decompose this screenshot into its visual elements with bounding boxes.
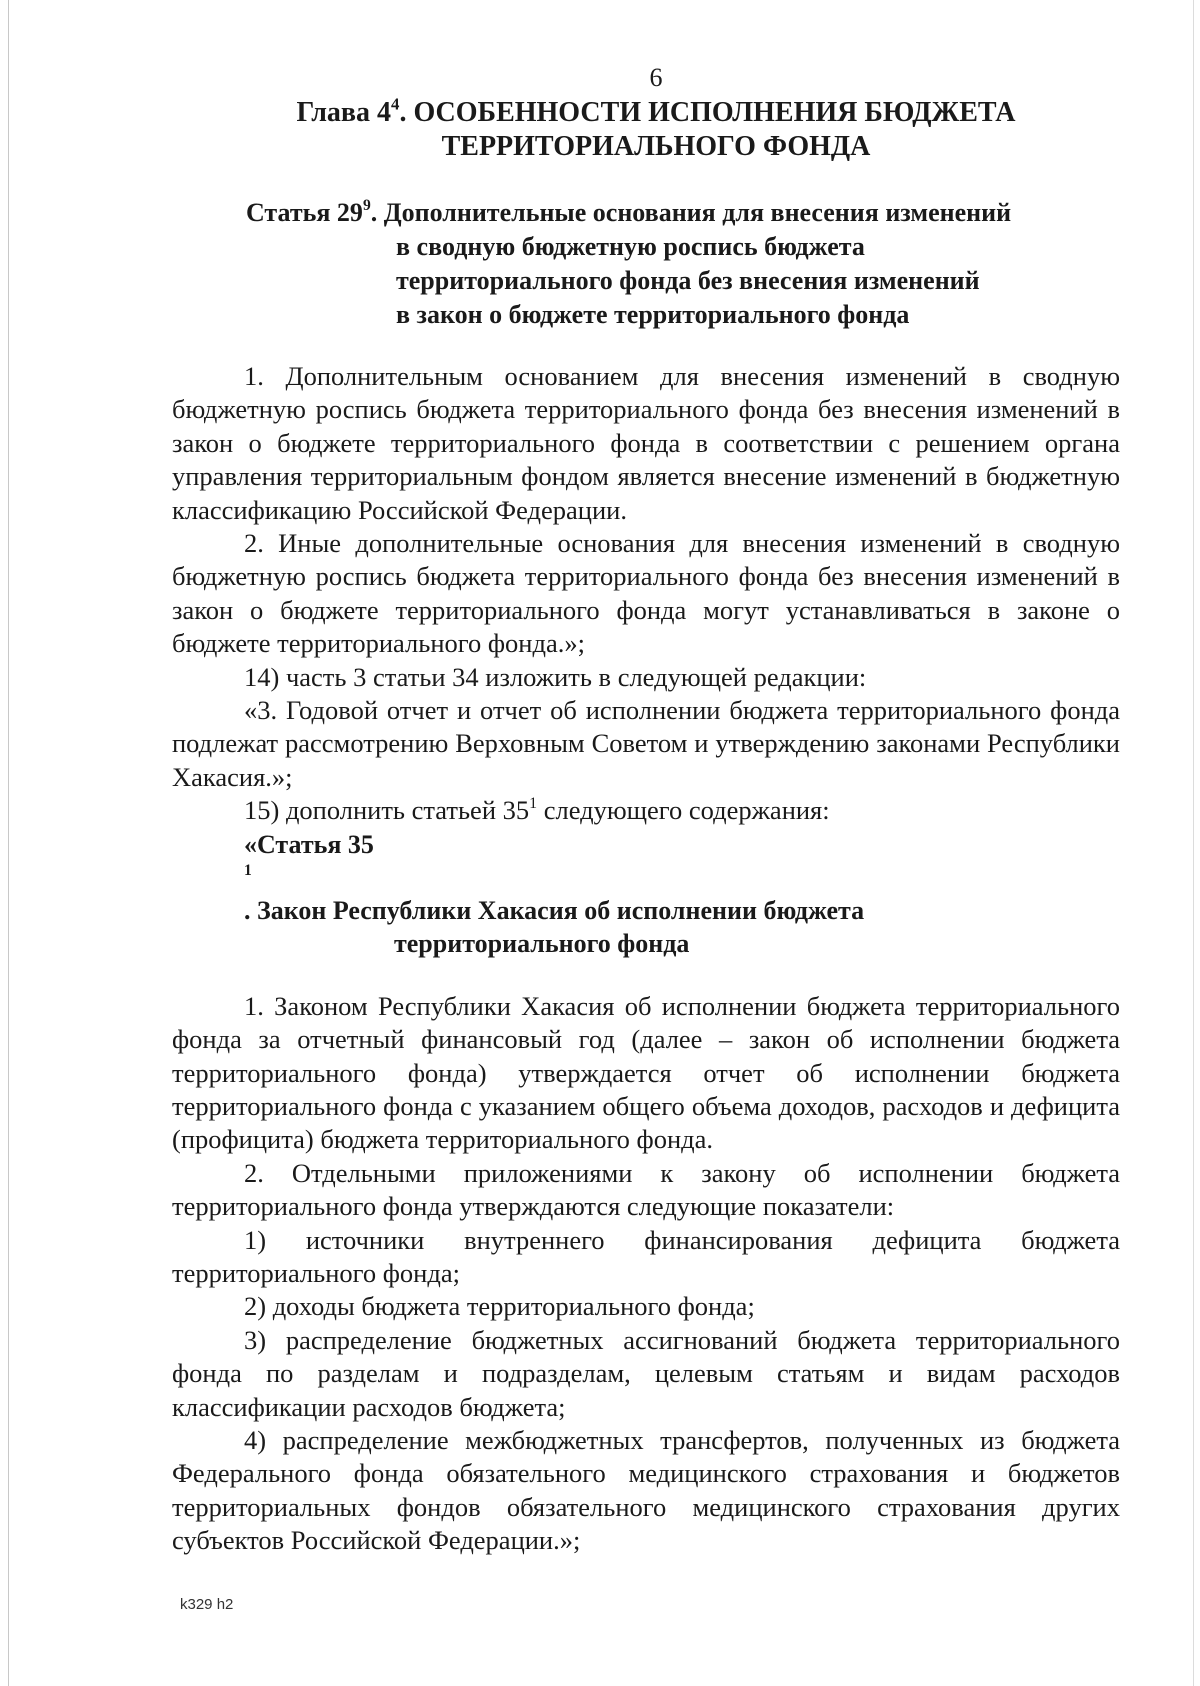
article-29-heading xyxy=(246,196,1120,332)
article-35-heading-line-1: «Статья 35 $^1$ . Закон Республики Хакасия об исполнении бюджета xyxy=(244,829,865,925)
article-29-paragraph-2: 2. Иные дополнительные основания для внесения изменений в сводную бюджетную роспись бюджета территориального фонда без внесения изменений в закон о бюджете территориального фонда могут устанавливаться в законе о бюджете территориального фонда.»; xyxy=(172,528,1120,659)
article-35-paragraph-1: 1. Законом Республики Хакасия об исполнении бюджета территориального фонда за отчетный финансовый год (далее – закон об исполнении бюджета территориального фонда) утверждается отчет об исполнении бюджета территориального фонда с указанием общего объема доходов, расходов и дефицита (профицита) бюджета территориального фонда. xyxy=(172,990,1120,1155)
scan-edge-right xyxy=(1193,0,1194,1686)
indicator-item-3: 3) распределение бюджетных ассигнований бюджета территориального фонда по разделам и подразделам, целевым статьям и видам расходов классификации расходов бюджета; xyxy=(172,1324,1120,1422)
chapter-title xyxy=(192,96,1120,164)
article-34-part-3: «3. Годовой отчет и отчет об исполнении бюджета территориального фонда подлежат рассмотрению Верховным Советом и утверждению законами Республики Хакасия.»; xyxy=(172,695,1120,792)
scan-edge-left xyxy=(8,0,9,1686)
chapter-title-line-2: ТЕРРИТОРИАЛЬНОГО ФОНДА xyxy=(441,131,871,162)
article-29-superscript: 9 xyxy=(362,197,371,215)
indicator-item-4: 4) распределение межбюджетных трансфертов, полученных из бюджета Федерального фонда обязательного медицинского страхования и бюджетов территориальных фондов обязательного медицинского страхования других субъектов Российской Федерации.»; xyxy=(172,1424,1120,1556)
indicator-item-1: 1) источники внутреннего финансирования дефицита бюджета территориального фонда; xyxy=(172,1224,1120,1288)
amendment-item-15: 15) дополнить статьей $35^1$ следующего содержания: xyxy=(244,795,830,826)
article-29-heading-line-3: территориального фонда без внесения изменений xyxy=(396,266,980,295)
footer-document-code: k329 h2 xyxy=(180,1596,234,1613)
article-35-heading xyxy=(244,828,1120,960)
article-29-heading-line-2: в сводную бюджетную роспись бюджета xyxy=(396,232,865,261)
page-number: 6 xyxy=(649,63,663,92)
chapter-superscript: 4 xyxy=(391,94,400,114)
amendment-item-14: 14) часть 3 статьи 34 изложить в следующей редакции: xyxy=(244,661,867,692)
article-29-paragraph-1: 1. Дополнительным основанием для внесения изменений в сводную бюджетную роспись бюджета территориального фонда без внесения изменений в закон о бюджете территориального фонда в соответствии с решением органа управления территориальным фондом является внесение изменений в бюджетную классификацию Российской Федерации. xyxy=(172,361,1120,525)
article-35-heading-line-2: территориального фонда xyxy=(394,928,690,958)
article-35-superscript: 1 xyxy=(244,861,252,879)
article-29-heading-line-4: в закон о бюджете территориального фонда xyxy=(396,300,910,329)
chapter-title-line-1: Глава $4^4$. ОСОБЕННОСТИ ИСПОЛНЕНИЯ БЮДЖЕТА xyxy=(296,94,1016,128)
item-15-superscript: 1 xyxy=(529,795,538,813)
article-29-heading-line-1: Статья $29^9$. Дополнительные основания для внесения изменений xyxy=(246,197,1012,227)
document-page xyxy=(172,62,1120,1558)
article-35-paragraph-2: 2. Отдельными приложениями к закону об исполнении бюджета территориального фонда утверждаются следующие показатели: xyxy=(172,1157,1120,1222)
indicator-item-2: 2) доходы бюджета территориального фонда; xyxy=(244,1291,755,1322)
